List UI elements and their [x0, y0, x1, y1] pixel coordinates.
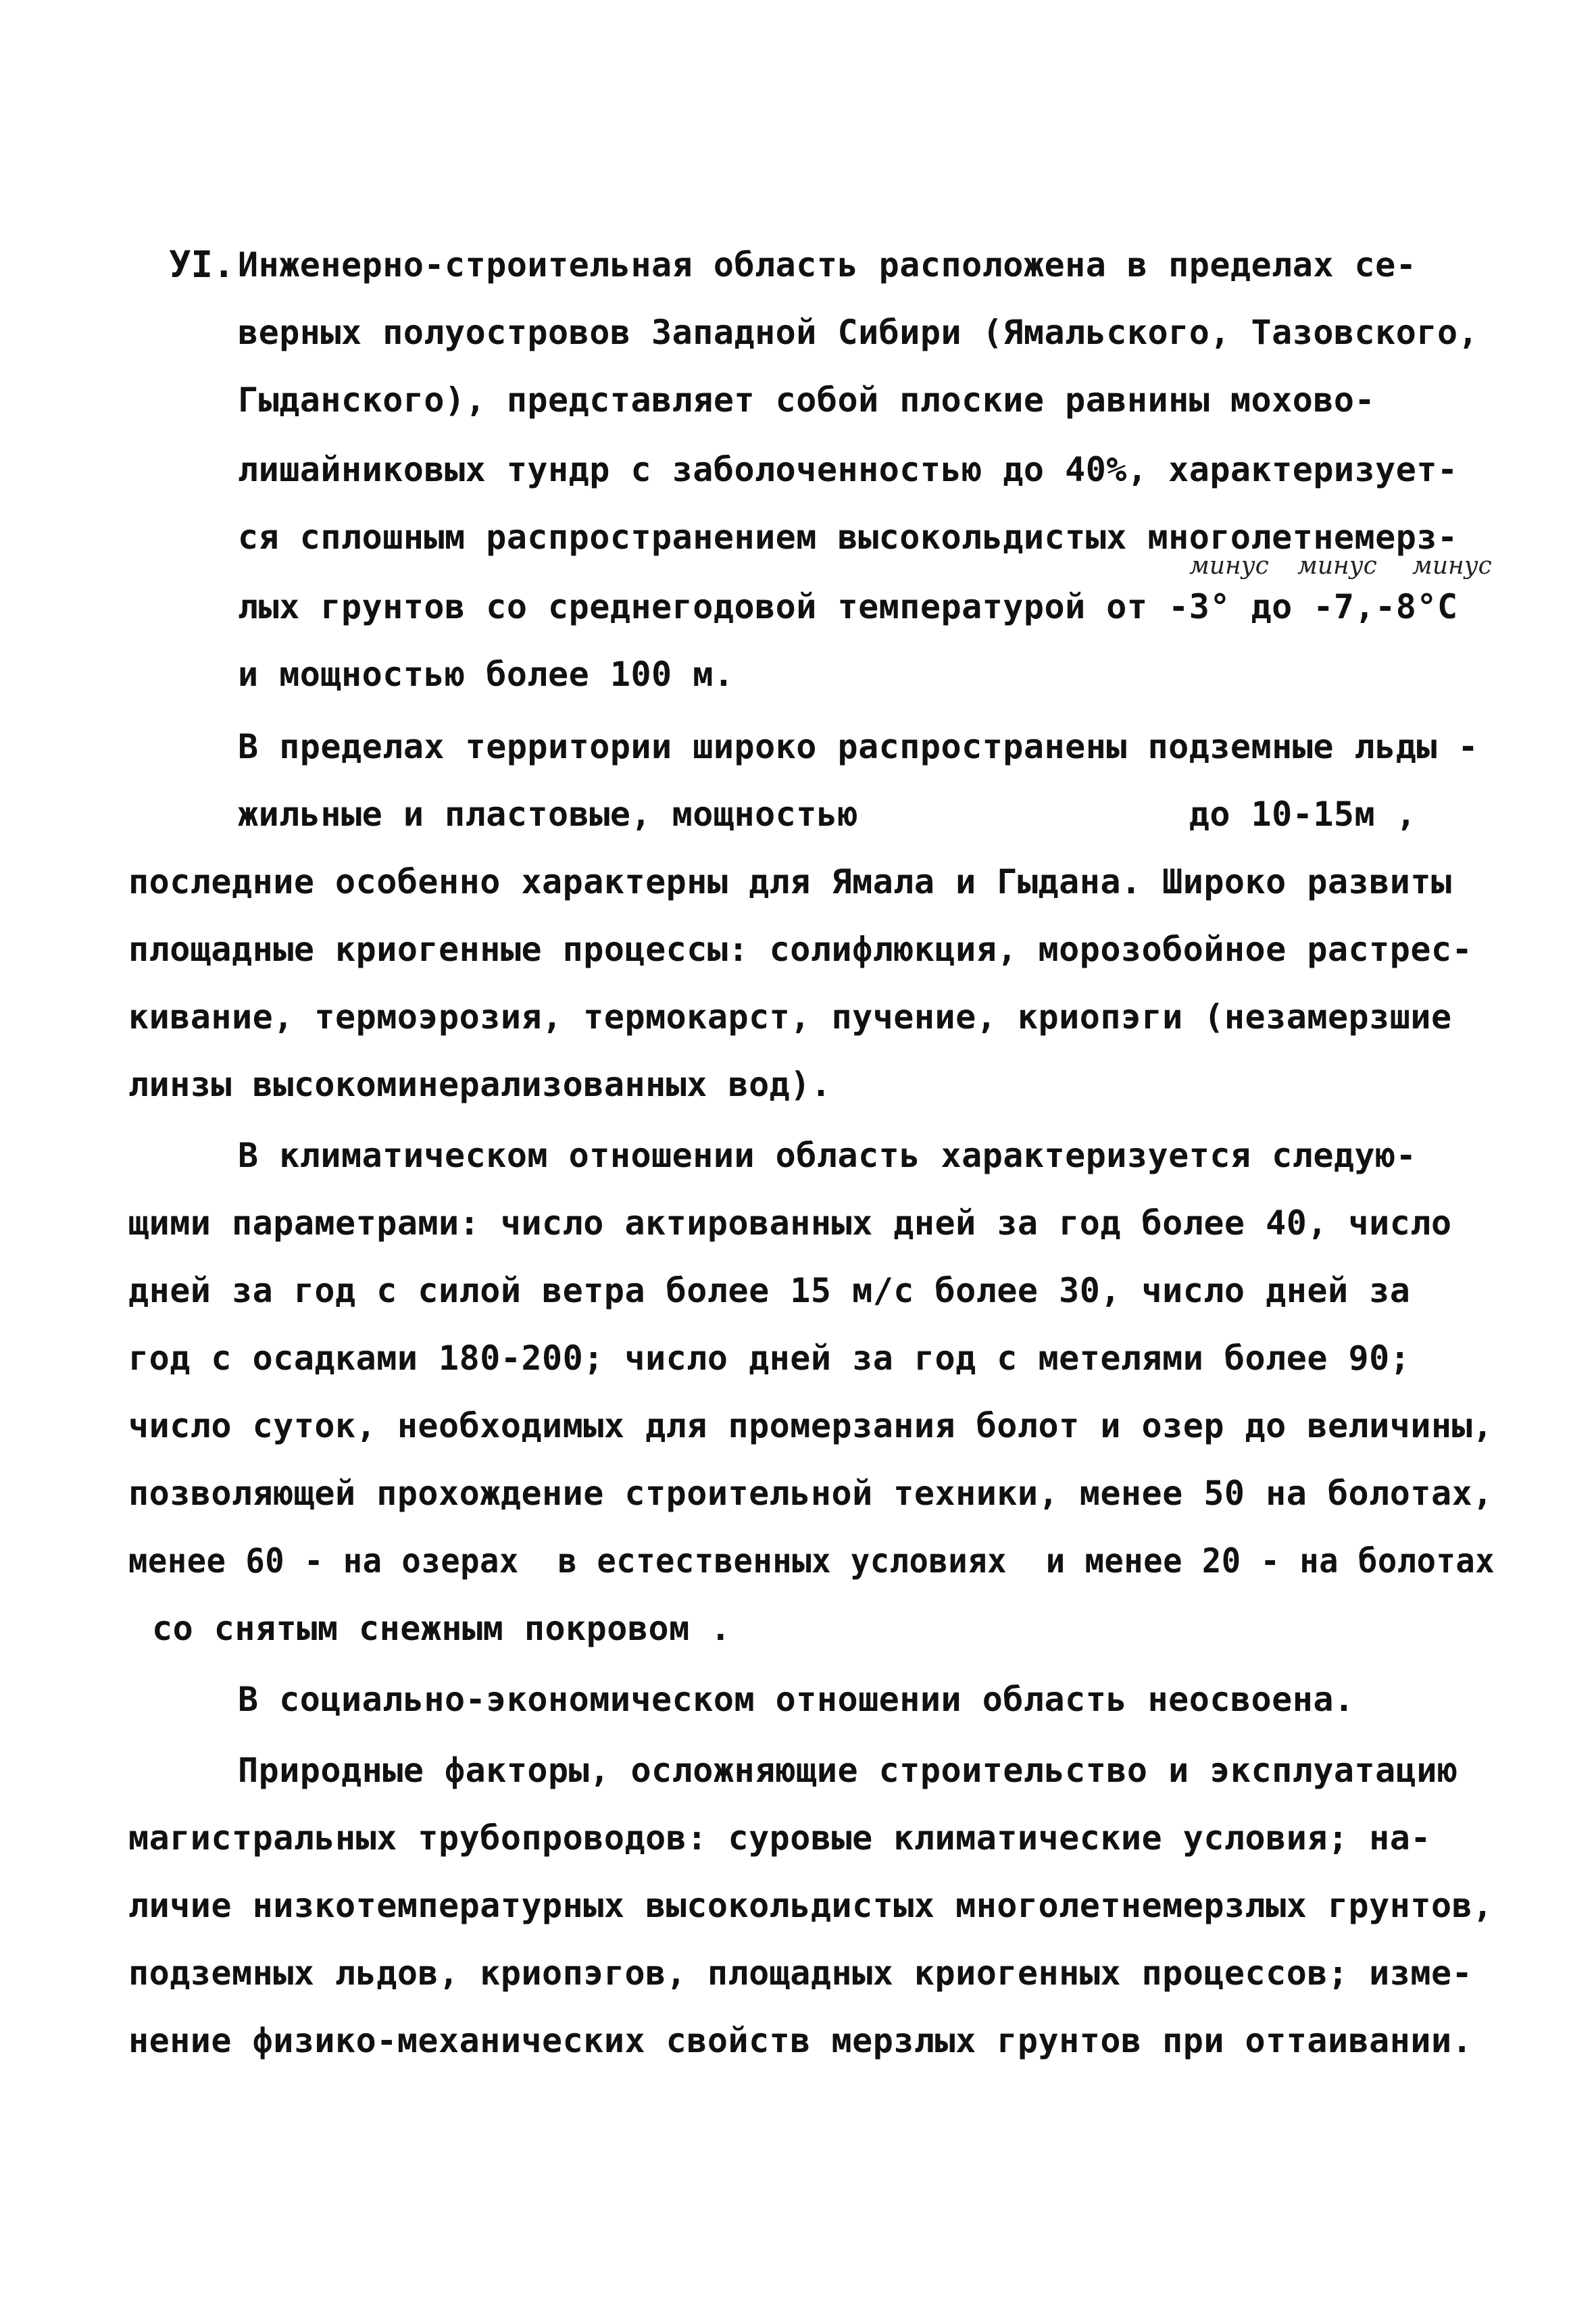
text-line: Природные факторы, осложняющие строительство и эксплуатацию	[238, 1751, 1458, 1790]
text-line: щими параметрами: число актированных дней за год более 40, число	[128, 1203, 1452, 1243]
text-line: нение физико-механических свойств мерзлых грунтов при оттаивании.	[128, 2021, 1473, 2060]
text-line: лишайниковых тундр с заболоченностью до 40%, характеризует-	[238, 450, 1458, 489]
text-line: магистральных трубопроводов: суровые климатические условия; на-	[128, 1818, 1431, 1858]
handwritten-annotation: минус	[1412, 552, 1492, 580]
section-number: УI.	[169, 243, 235, 286]
text-line: жильные и пластовые, мощностью до 10-15м ,	[238, 795, 1417, 834]
handwritten-annotation: минус	[1297, 552, 1377, 580]
text-line: менее 60 - на озерах в естественных условиях и менее 20 - на болотах	[128, 1541, 1495, 1580]
text-line: число суток, необходимых для промерзания болот и озер до величины,	[128, 1406, 1493, 1445]
text-line: В климатическом отношении область характеризуется следую-	[238, 1136, 1417, 1175]
text-line: ся сплошным распространением высокольдистых многолетнемерз-	[238, 518, 1458, 557]
text-line: кивание, термоэрозия, термокарст, пучение, криопэги (незамерзшие	[128, 997, 1452, 1037]
text-line: дней за год с силой ветра более 15 м/с более 30, число дней за	[128, 1271, 1411, 1310]
text-line: подземных льдов, криопэгов, площадных криогенных процессов; изме-	[128, 1953, 1473, 1993]
text-line: верных полуостровов Западной Сибири (Ямальского, Тазовского,	[238, 313, 1479, 352]
text-line: линзы высокоминерализованных вод).	[128, 1065, 832, 1104]
text-line: лых грунтов со среднегодовой температурой от -3° до -7,-8°С	[238, 587, 1458, 626]
text-line: и мощностью более 100 м.	[238, 655, 734, 694]
text-line: год с осадками 180-200; число дней за год с метелями более 90;	[128, 1339, 1411, 1378]
text-line: В социально-экономическом отношении область неосвоена.	[238, 1680, 1355, 1719]
text-line: В пределах территории широко распространены подземные льды -	[238, 727, 1479, 766]
text-line: со снятым снежным покровом .	[152, 1609, 731, 1648]
text-line: последние особенно характерны для Ямала и Гыдана. Широко развиты	[128, 862, 1452, 901]
handwritten-annotation: минус	[1189, 552, 1269, 580]
text-line: площадные криогенные процессы: солифлюкция, морозобойное растрес-	[128, 930, 1473, 969]
text-line: позволяющей прохождение строительной техники, менее 50 на болотах,	[128, 1474, 1493, 1513]
text-line: личие низкотемпературных высокольдистых многолетнемерзлых грунтов,	[128, 1886, 1493, 1925]
text-line: Гыданского), представляет собой плоские равнины мохово-	[238, 380, 1376, 420]
text-line: Инженерно-строительная область расположена в пределах се-	[238, 245, 1417, 284]
